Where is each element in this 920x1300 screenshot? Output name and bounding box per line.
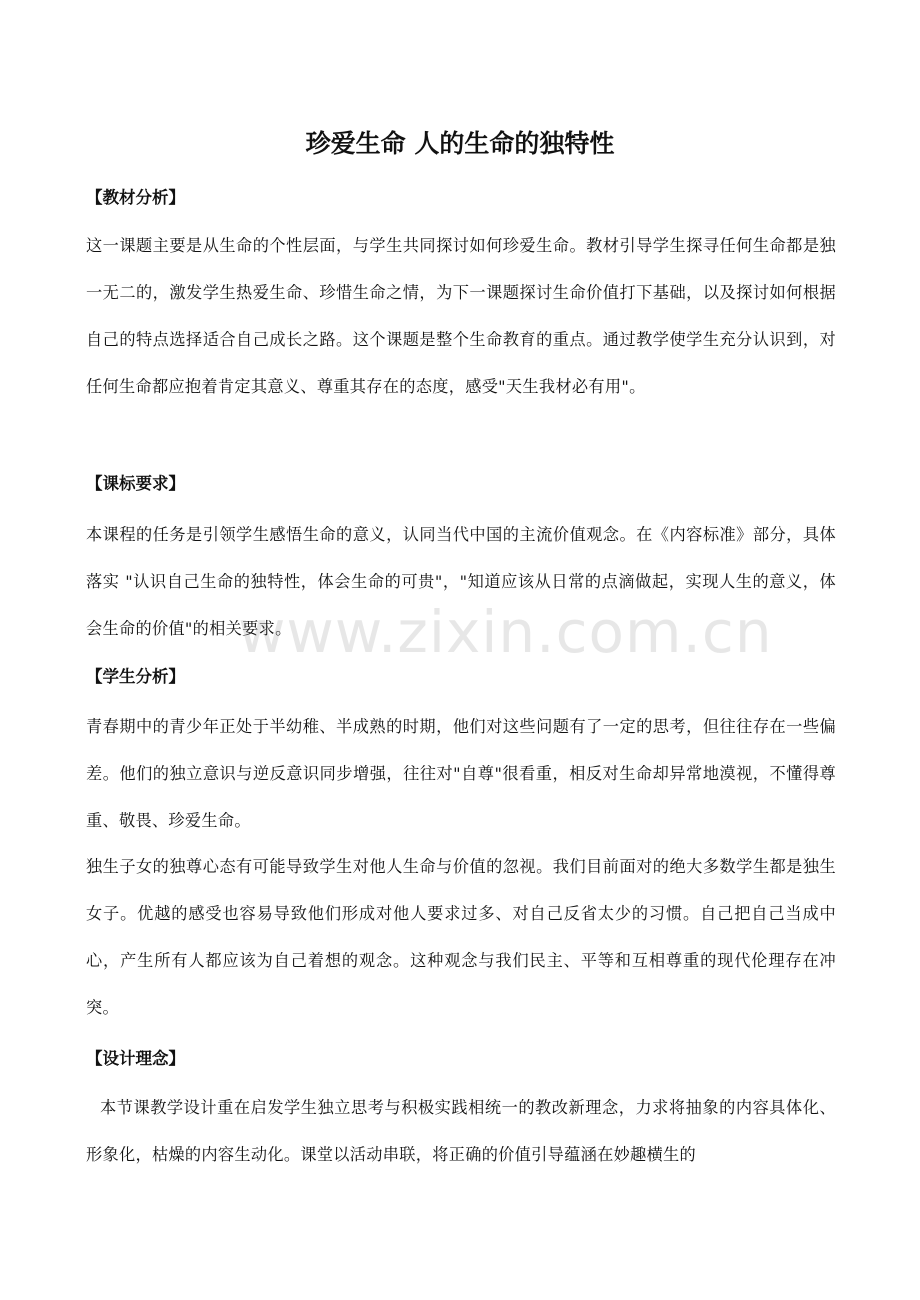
- section-heading-curriculum-requirements: 【课标要求】: [86, 474, 185, 493]
- section-paragraph: 本节课教学设计重在启发学生独立思考与积极实践相统一的教改新理念，力求将抽象的内容具体化、形象化，枯燥的内容生动化。课堂以活动串联，将正确的价值引导蕴涵在妙趣横生的: [86, 1098, 836, 1164]
- section-paragraph: 独生子女的独尊心态有可能导致学生对他人生命与价值的忽视。我们目前面对的绝大多数学生都是独生女子。优越的感受也容易导致他们形成对他人要求过多、对自己反省太少的习惯。自己把自己当成中心，产生所有人都应该为自己着想的观念。这种观念与我们民主、平等和互相尊重的现代伦理存在冲突。: [86, 857, 836, 1017]
- section-heading-design-philosophy: 【设计理念】: [86, 1049, 185, 1068]
- section-paragraph: 青春期中的青少年正处于半幼稚、半成熟的时期，他们对这些问题有了一定的思考，但往往存在一些偏差。他们的独立意识与逆反意识同步增强，往往对"自尊"很看重，相反对生命却异常地漠视，不懂得尊重、敬畏、珍爱生命。: [86, 717, 836, 830]
- document-title: 珍爱生命 人的生命的独特性: [305, 129, 615, 158]
- watermark-text: www.zixin.com.cn: [238, 598, 773, 666]
- section-heading-textbook-analysis: 【教材分析】: [86, 188, 185, 207]
- section-paragraph: 本课程的任务是引领学生感悟生命的意义，认同当代中国的主流价值观念。在《内容标准》部分，具体落实 "认识自己生命的独特性，体会生命的可贵"，"知道应该从日常的点滴做起，实现人生的意义，体会生命的价值"的相关要求。: [86, 525, 836, 638]
- section-paragraph: 这一课题主要是从生命的个性层面，与学生共同探讨如何珍爱生命。教材引导学生探寻任何生命都是独一无二的，激发学生热爱生命、珍惜生命之情，为下一课题探讨生命价值打下基础，以及探讨如何根据自己的特点选择适合自己成长之路。这个课题是整个生命教育的重点。通过教学使学生充分认识到，对任何生命都应抱着肯定其意义、尊重其存在的态度，感受"天生我材必有用"。: [86, 236, 836, 396]
- section-heading-student-analysis: 【学生分析】: [86, 667, 185, 686]
